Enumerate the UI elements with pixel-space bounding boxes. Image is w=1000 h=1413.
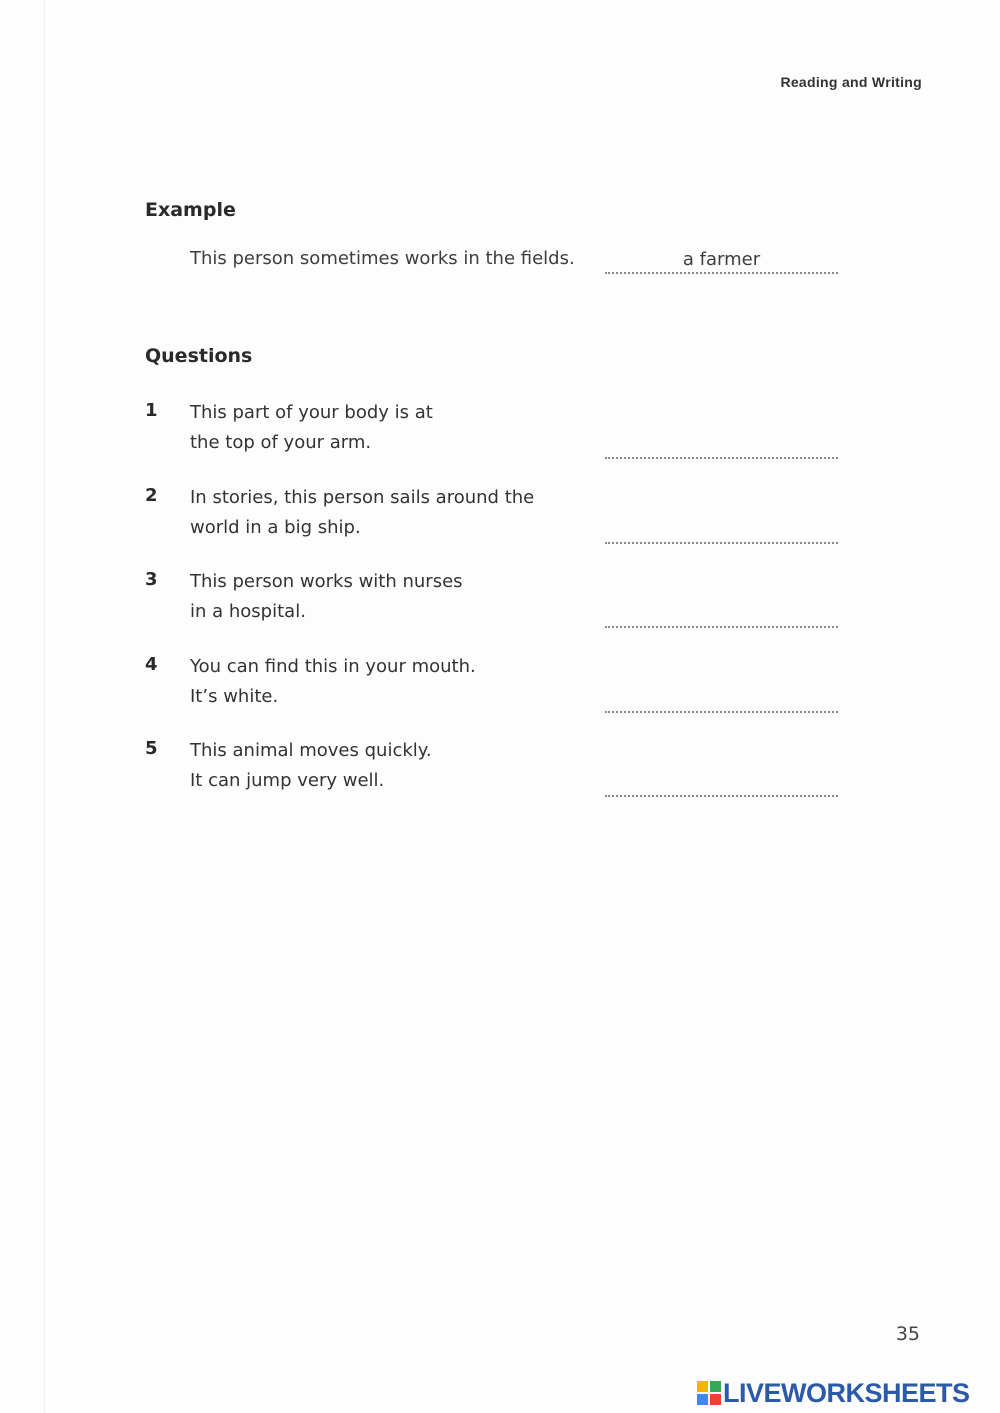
question-text-line: It can jump very well.: [190, 770, 385, 791]
question-text: [190, 736, 590, 796]
question-text-line: It’s white.: [190, 686, 279, 707]
answer-field[interactable]: [605, 767, 838, 797]
page-edge: [44, 0, 45, 1413]
question-number: 2: [145, 485, 158, 506]
questions-heading: Questions: [145, 345, 253, 367]
question-text: [190, 483, 590, 543]
section-header: Reading and Writing: [780, 74, 922, 90]
answer-field[interactable]: [605, 514, 838, 544]
question-text-line: This person works with nurses: [190, 571, 463, 592]
answer-field[interactable]: [605, 683, 838, 713]
question-number: 5: [145, 738, 158, 759]
question-number: 3: [145, 569, 158, 590]
question-text-line: in a hospital.: [190, 601, 306, 622]
example-text-line: This person sometimes works in the fields.: [190, 248, 575, 269]
question-text: [190, 652, 590, 712]
example-answer-field: [605, 244, 838, 274]
question-number: 1: [145, 400, 158, 421]
question-text-line: world in a big ship.: [190, 517, 361, 538]
question-text-line: In stories, this person sails around the: [190, 487, 535, 508]
watermark-text: LIVEWORKSHEETS: [723, 1378, 970, 1408]
answer-field[interactable]: [605, 598, 838, 628]
question-text-line: This animal moves quickly.: [190, 740, 432, 761]
watermark[interactable]: [697, 1378, 970, 1408]
question-text: [190, 567, 590, 627]
question-text-line: the top of your arm.: [190, 432, 372, 453]
liveworksheets-logo-icon: [697, 1381, 721, 1405]
question-text: [190, 398, 590, 458]
example-heading: Example: [145, 199, 236, 221]
question-text-line: You can find this in your mouth.: [190, 656, 476, 677]
question-number: 4: [145, 654, 158, 675]
answer-field[interactable]: [605, 429, 838, 459]
question-text-line: This part of your body is at: [190, 402, 433, 423]
example-text: [190, 244, 610, 274]
page-number: 35: [895, 1323, 920, 1345]
example-answer: a farmer: [682, 249, 761, 270]
